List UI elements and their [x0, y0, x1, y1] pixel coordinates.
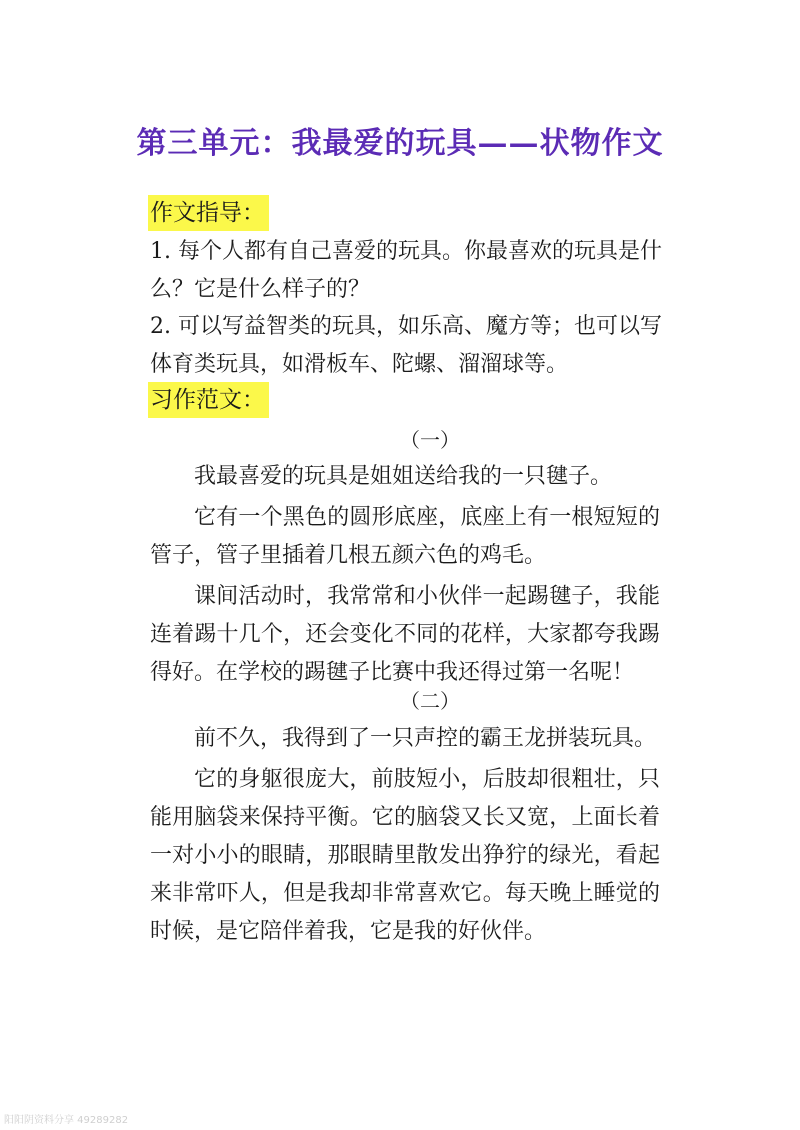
- guide-list: [150, 233, 670, 383]
- story-2: [150, 720, 660, 954]
- story-paragraph: 它的身躯很庞大，前肢短小，后肢却很粗壮，只能用脑袋来保持平衡。它的脑袋又长又宽，上面长着一对小小的眼睛，那眼睛里散发出狰狞的绿光，看起来非常吓人，但是我却非常喜欢它。每天晚上睡觉的时候，是它陪伴着我，它是我的好伙伴。: [150, 767, 660, 944]
- page-title: 第三单元：我最爱的玩具——状物作文: [136, 126, 664, 161]
- story-paragraph: 它有一个黑色的圆形底座，底座上有一根短短的管子，管子里插着几根五颜六色的鸡毛。: [150, 505, 660, 568]
- model-essay-label: 习作范文：: [148, 382, 269, 418]
- story-paragraph: 前不久，我得到了一只声控的霸王龙拼装玩具。: [194, 726, 657, 751]
- guide-label: 作文指导：: [148, 195, 269, 231]
- watermark: 阳阳阴资料分享 49289282: [4, 1115, 129, 1126]
- story-paragraph: 我最喜爱的玩具是姐姐送给我的一只毽子。: [194, 464, 613, 489]
- guide-item: 1. 每个人都有自己喜爱的玩具。你最喜欢的玩具是什么？它是什么样子的？: [150, 239, 662, 302]
- story-heading-2: （二）: [400, 689, 460, 713]
- guide-item: 2. 可以写益智类的玩具，如乐高、魔方等；也可以写体育类玩具，如滑板车、陀螺、溜溜球等。: [150, 314, 662, 377]
- story-heading-1: （一）: [400, 428, 460, 452]
- story-1: [150, 458, 660, 695]
- story-paragraph: 课间活动时，我常常和小伙伴一起踢毽子，我能连着踢十几个，还会变化不同的花样，大家都夸我踢得好。在学校的踢毽子比赛中我还得过第一名呢！: [150, 584, 660, 685]
